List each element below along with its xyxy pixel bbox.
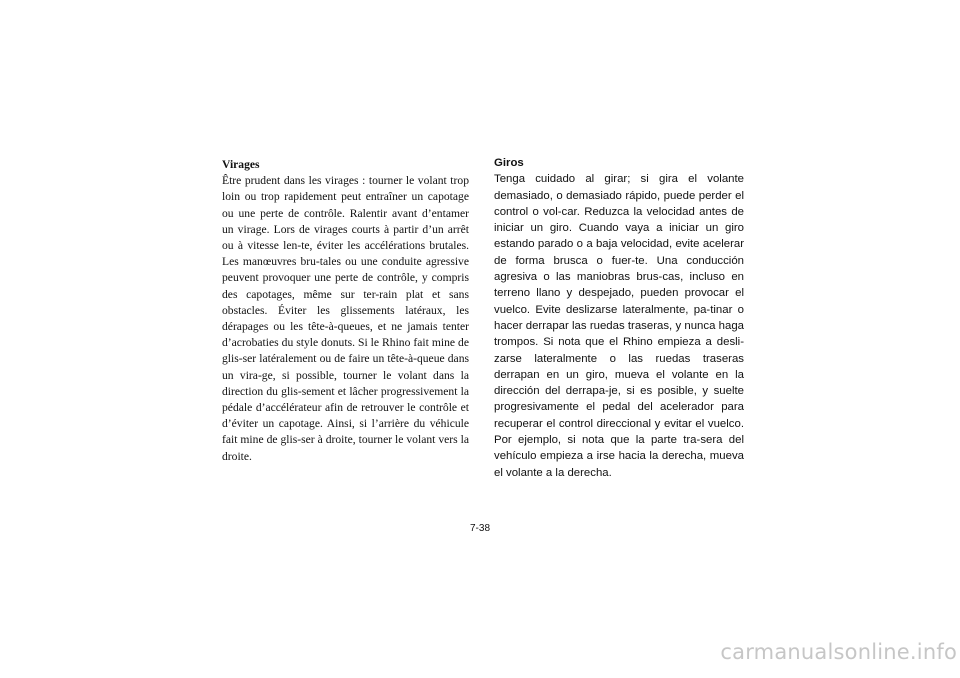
watermark: carmanualsonline.info [720,640,957,664]
french-column [222,157,469,465]
spanish-column [494,155,744,481]
french-body: Être prudent dans les virages : tourner le volant trop loin ou trop rapidement peut entraîner un capotage ou une perte de contrôle. Ralentir avant d’entamer un virage. Lors de virages courts à partir d’un arrêt ou à vitesse len-te, éviter les accélérations brutales. Les manœuvres bru-tales ou une conduite agressive peuvent provoquer une perte de contrôle, y compris des capotages, même sur ter-rain plat et sans obstacles. Éviter les glissements latéraux, les dérapages ou les tête-à-queues, et ne jamais tenter d’acrobaties du style donuts. Si le Rhino fait mine de glis-ser latéralement ou de faire un tête-à-queue dans un vira-ge, si possible, tourner le volant dans la direction du glis-sement et lâcher progressivement la pédale d’accélérateur afin de retrouver le contrôle et d’éviter un capotage. Ainsi, si l’arrière du véhicule fait mine de glis-ser à droite, tourner le volant vers la droite. [222,174,469,463]
page-number: 7-38 [470,523,491,534]
french-heading: Virages [222,158,260,171]
spanish-body: Tenga cuidado al girar; si gira el volante demasiado, o demasiado rápido, puede perder el control o vol-car. Reduzca la velocidad antes de iniciar un giro. Cuando vaya a iniciar un giro estando parado o a baja velocidad, evite acelerar de forma brusca o fuer-te. Una conducción agresiva o las maniobras brus-cas, incluso en terreno llano y despejado, pueden provocar el vuelco. Evite deslizarse lateralmente, pa-tinar o hacer derrapar las ruedas traseras, y nunca haga trompos. Si nota que el Rhino empieza a desli-zarse lateralmente o las ruedas traseras derrapan en un giro, mueva el volante en la dirección del derrapa-je, si es posible, y suelte progresivamente el pedal del acelerador para recuperar el control direccional y evitar el vuelco. Por ejemplo, si nota que la parte tra-sera del vehículo empieza a irse hacia la derecha, mueva el volante a la derecha. [494,173,744,479]
spanish-heading: Giros [494,157,524,169]
